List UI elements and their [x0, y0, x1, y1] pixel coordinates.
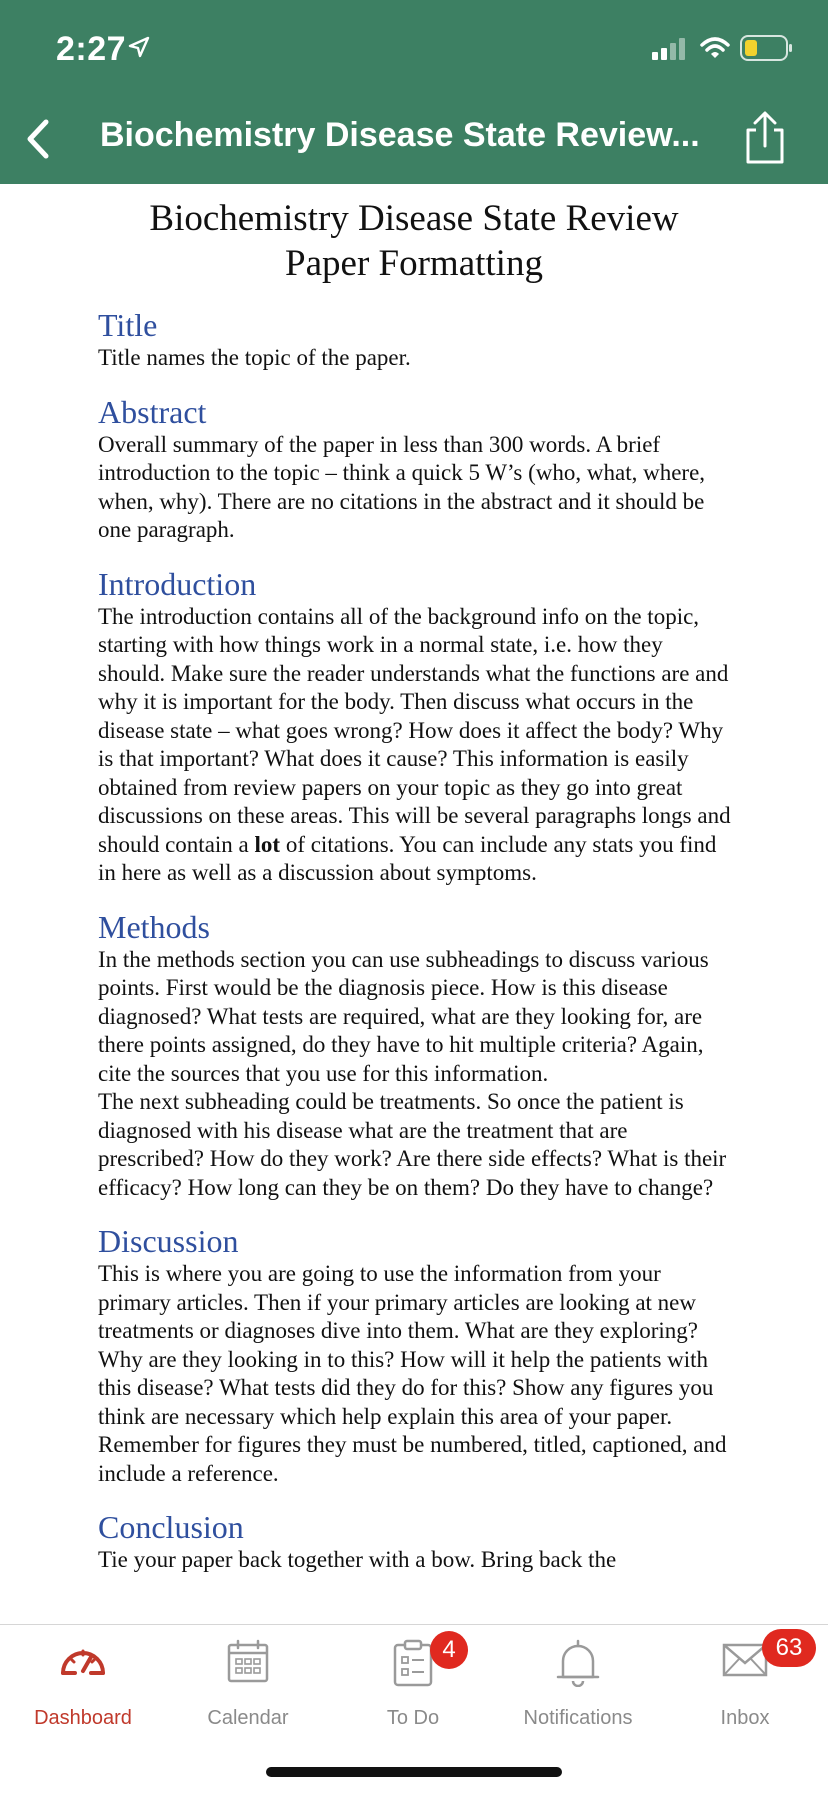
section-conclusion — [98, 1508, 732, 1575]
section-heading: Conclusion — [98, 1509, 244, 1545]
section-discussion — [98, 1222, 732, 1488]
section-body: Title names the topic of the paper. — [98, 345, 411, 370]
checklist-icon — [392, 1639, 434, 1692]
calendar-icon — [226, 1639, 270, 1690]
document-viewer[interactable] — [0, 184, 828, 1624]
tab-calendar[interactable] — [165, 1625, 331, 1745]
section-title — [98, 306, 732, 373]
section-paragraph: In the methods section you can use subheadings to discuss various points. First would be the diagnosis piece. How is this disease diagnosed? What tests are required, what are they looking for, are there points assigned, do they have to hit multiple criteria? Again, cite the sources that you use for this information. — [98, 946, 709, 1086]
section-methods — [98, 908, 732, 1203]
inbox-badge: 63 — [762, 1629, 816, 1667]
nav-title: Biochemistry Disease State Review... — [100, 116, 700, 154]
section-body: Tie your paper back together with a bow. Bring back the — [98, 1547, 617, 1572]
status-bar — [0, 0, 828, 96]
section-paragraph: The next subheading could be treatments. So once the patient is diagnosed with his disease what are the treatment that are prescribed? How do they work? Are there side effects? What is their efficacy? How long can they be on them? Do they have to change? — [98, 1089, 727, 1200]
section-body-text: The introduction contains all of the background info on the topic, starting with how things work in a normal state, i.e. how they should. Make sure the reader understands what the functions are and why it is important for the body. Then discuss what occurs in the disease state – what goes wrong? How does it affect the body? Why is that important? What does it cause? This information is easily obtained from review papers on your topic as they go into great discussions on these areas. This will be several paragraphs longs and should contain a — [98, 603, 731, 857]
section-body-text: of citations. You can include any stats you find in here as well as a discussion about symptoms. — [98, 831, 717, 885]
section-body-bold: lot — [254, 831, 281, 857]
tab-label: Calendar — [207, 1707, 289, 1729]
section-body: This is where you are going to use the information from your primary articles. Then if your primary articles are looking at new treatments or diagnoses dive into them. What are they exploring? Why are they looking in to this? How will it help the patients with this disease? What tests did they do for this? Show any figures you think are necessary which help explain this area of your paper. Remember for figures they must be numbered, titled, captioned, and include a reference. — [98, 1261, 727, 1486]
wifi-icon — [700, 36, 730, 65]
home-indicator[interactable] — [266, 1767, 562, 1777]
section-body — [98, 603, 732, 888]
bell-icon — [555, 1639, 601, 1692]
tab-label: Inbox — [720, 1707, 770, 1729]
tab-dashboard[interactable] — [0, 1625, 166, 1745]
section-introduction — [98, 565, 732, 888]
speedometer-icon — [57, 1639, 109, 1684]
section-heading: Methods — [98, 908, 210, 945]
share-icon[interactable] — [742, 110, 788, 171]
cellular-signal-icon — [652, 38, 688, 65]
document-title — [0, 196, 828, 286]
section-heading: Introduction — [98, 565, 257, 602]
tab-label: Dashboard — [34, 1707, 132, 1729]
section-heading: Abstract — [98, 393, 207, 430]
todo-badge: 4 — [430, 1631, 468, 1669]
tab-label: Notifications — [523, 1707, 633, 1729]
tab-todo[interactable] — [330, 1625, 496, 1745]
section-heading: Discussion — [98, 1223, 239, 1259]
tab-notifications[interactable] — [495, 1625, 661, 1745]
nav-bar — [0, 96, 828, 184]
document-title-line2: Paper Formatting — [285, 243, 543, 284]
tab-label: To Do — [386, 1707, 440, 1729]
section-body: Overall summary of the paper in less than 300 words. A brief introduction to the topic – think a quick 5 W’s (who, what, where, when, why). There are no citations in the abstract and it should be one paragraph. — [98, 431, 706, 542]
location-arrow-icon — [128, 36, 150, 63]
tab-inbox[interactable] — [662, 1625, 828, 1745]
back-chevron-icon[interactable] — [22, 116, 54, 167]
section-body — [98, 946, 732, 1203]
status-time: 2:27 — [56, 30, 127, 68]
battery-icon — [740, 34, 794, 67]
tab-bar — [0, 1624, 828, 1793]
document-title-line1: Biochemistry Disease State Review — [149, 198, 679, 239]
section-abstract — [98, 393, 732, 545]
section-heading: Title — [98, 307, 158, 343]
